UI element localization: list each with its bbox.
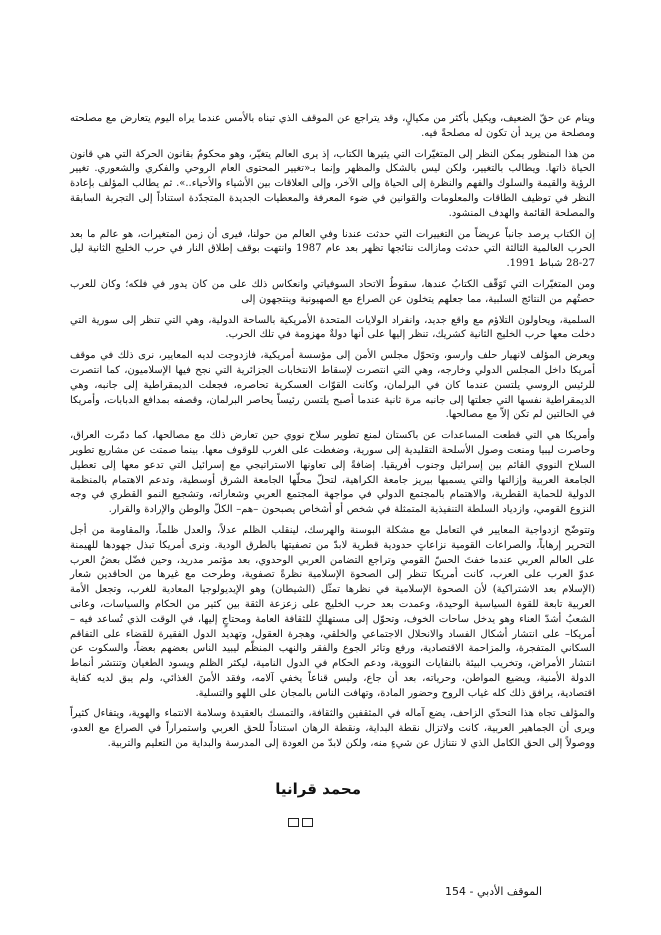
paragraph-8: وتتوضّح ازدواجية المعايير في التعامل مع مشكلة البوسنة والهرسك، لينقلب الظلم عدلاً، والعدل ظلماً، والمقاومة من أجل التحرير إرهاباً، والصراعات القومية نزاعاتٍ حدودية قطرية لابدّ من تصفيتها بالطرق الودية. ونرى أمريكا تبذل جهودها للهيمنة على العالم العربي عندما خفتَ الحسّ القومي وتراجع التضامن العربي الوحدوي، بعد مؤتمر مدريد، وحين فضّل بعضُ العرب عدوّ العرب على العرب، كانت أمريكا تنظر إلى الصحوة الإسلامية نظرةً تصفوية، وطرحت مع غيرها من الحاقدين شعار (الإسلام بعد الاشتراكية) لأن الصحوة الإسلامية في نظرها تمثّل (الشيطان) وهو الإيديولوجيا المعادية للغرب، وتجعل الأمة العربية تابعة للقوة السياسية الوحيدة، وعمدت بعد حرب الخليج على زعزعة الثقة بين كثير من الحكام والسياسات، وعانى الشعبُ أشدّ العناء وهو يدخل ساحات الخوف، وتحوّل إلى مستهلكٍ للثقافة العامة ومحتاجٍ إليها، في الوقت الذي تُساعد فيه –أمريكا– على انتشار أشكال الفساد والانحلال الاجتماعي والخلقي، وهجرة العقول، وتهديد الدول الفقيرة للقضاء على التفاقم السكاني المتفجرة، والمزاحمة الاقتصادية، ورفع وتائر الجوع والفقر والنهب المنظّم ليبيد الناس بعضهم بعضاً، والسكوت عن انتشار الأمراض، وتخريب البيئة بالنفايات النووية، ودعم الحكام في الدول النامية، ليكثر الظلم ويسود الطغيان وتنتشر أنماط الدولة الأمنية، ويضيع المواطن، وحرياته، بعد أن جاع، ولبس قناعاً يخفي آلامه، وفقد الأمنَ الغذائي، ولم يبق لديه كفاية اقتصادية، يرافق ذلك كله غياب الروح وحضور المادة، وتهافت الناس بالمجان على اللهو والتسلية. (70, 524, 596, 699)
author-signature: محمد قرانيا (275, 780, 361, 798)
paragraph-7: وأمريكا هي التي قطعت المساعدات عن باكستان لمنع تطوير سلاح نووي حين تعارض ذلك مع مصالحها، كما دمّرت العراق، وحاصرت ليبيا ومنعت وصول الأسلحة التقليدية إلى سورية، وضغطت على الغرب للوقوف معها. بينما صمتت عن مشاريع تطوير السلاح النووي القائم بين إسرائيل وجنوب أفريقيا. إضافةً إلى تعاونها الاستراتيجي مع إسرائيل التي تدعو معها إلى تعطيل الجامعة العربية وإزالتها والتي يسميها بيريز جامعة الكراهية، لتحلّ محلّها الجامعة الشرق أوسطية، وتدعم الاهتمام بالمنظمة الدولية للحماية القطرية، والاهتمام بالمجتمع الدولي في مواجهة المجتمع العربي وشعاراته، وتشجيع النمو القطري في وجه النزوع القومي، وازدياد السلطة التنفيذية المتمثلة في شخص أو أشخاص يصبحون –هم– الكلّ والوطن والإرادة والقرار. (70, 430, 595, 516)
paragraph-1: وينام عن حقّ الضعيف، ويكيل بأكثر من مكيالٍ، وقد يتراجع عن الموقف الذي تبناه بالأمس عندما يراه اليوم يتعارض مع مصلحته ومصلحة من يريد أن تكون له مصلحةً فيه. (70, 113, 595, 139)
paragraph-3: إن الكتاب يرصد جانباً عريضاً من التغييرات التي حدثت عندنا وفي العالم من حولنا، فيرى أن زمن المتغيرات، هو عالم ما بعد الحرب العالمية الثالثة التي حدثت ومازالت نتائجها تظهر بعد عام 1987 وانتهت بوقف إطلاق النار في حرب الخليج الثانية ليل 27-28 شباط 1991. (70, 228, 595, 270)
paragraph-2: من هذا المنظور يمكن النظر إلى المتغيّرات التي يثيرها الكتاب، إذ يرى العالم يتغيّر، وهو محكومٌ بقانون الحركة التي هي قانون الحياة ذاتها. ويطالب بالتغيير، ولكن ليس بالشكل والمظهر وإنما بـ«تغيير المحتوى العام الروحي والفكري والشعوري. تغيير الرؤية والقيمة والسلوك والفهم والنظرة إلى الحياة وإلى الآخر، وإلى العلاقات بين الأشياء والأحياء..». ثم يطالب المؤلف بإعادة النظر في توظيف الطاقات والمعلومات والقوانين في ضوء المعرفة والمعطيات الجديدة المتجدّدة استناداً إلى التجربة السابقة والمصلحة القائمة والهدف المنشود. (70, 148, 595, 219)
paragraph-9: والمؤلف تجاه هذا التحدّي الزاحف، يضع آماله في المثقفين والثقافة، والتمسك بالعقيدة وسلامة الانتماء والهوية، ويتفاءل كثيراً ويرى أن الجماهير العربية، كانت ولاتزال نقطة البداية، ونقطة الرهان استناداً للحق العربي واستمراراً في الصراع مع العدو، ووصولاً إلى الحق الكامل الذي لا نتنازل عن شيءٍ منه، ولكن لابدّ من العودة إلى المدرسة والبداية من التعليم والتربية. (70, 708, 595, 750)
square-ornament-icon (288, 818, 299, 827)
article-body (70, 100, 595, 758)
page-footer: الموقف الأدبي - 154 (445, 885, 543, 898)
paragraph-5: السلمية، ويحاولون التلاؤم مع واقع جديد، وانفراد الولايات المتحدة الأمريكية بالساحة الدولية، وهي التي تنظر إلى سورية التي دخلت معها حرب الخليج الثانية كشريك، تنظر إليها على أنها دولةٌ مهزومة في تلك الحرب. (70, 314, 595, 341)
paragraph-4: ومن المتغيّرات التي تَوَقّف الكتابُ عندها، سقوطُ الاتحاد السوفياتي وانعكاس ذلك على من كان يدور في فلكه؛ وكان للعرب حصتُهم من النتائج السلبية، مما جعلهم يتخلون عن الصراع مع الصهيونية وينتجهون إلى (70, 278, 595, 305)
paragraph-6: ويعرض المؤلف لانهيار حلف وارسو، وتحوّل مجلس الأمن إلى مؤسسة أمريكية، فازدوجت لديه المعايير، نرى ذلك في موقف أمريكا داخل المجلس الدولي وخارجه، وهي التي انتصرت لإسقاط الانتخابات الجزائرية التي نجح فيها الإسلاميون، كما انتصرت للرئيس الروسي يلتسن عندما كان في البرلمان، وكانت القوّات العسكرية تحاصره، فجعلت الديمقراطية إلى جانبه، وهي الديمقراطية نفسها التي جعلتها إلى جانبه مرة ثانية عندما أصبح يلتسن رئيساً يحاصر البرلمان، وقصفه بمدافع الدبابات، وأمريكا في الحالتين لم تكن إلاّ مع مصالحها. (70, 350, 595, 421)
end-ornament-icon (285, 818, 313, 830)
square-ornament-icon (302, 818, 313, 827)
